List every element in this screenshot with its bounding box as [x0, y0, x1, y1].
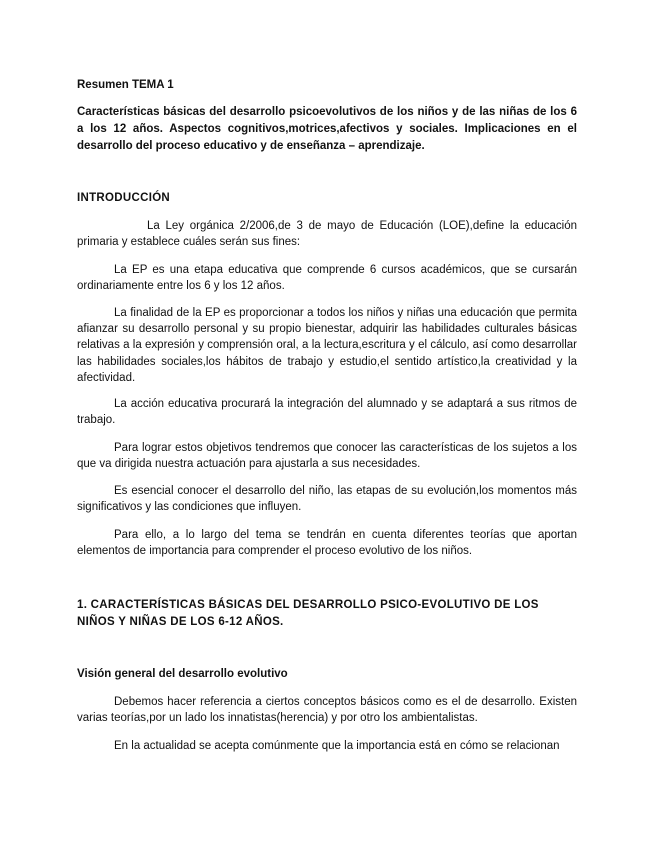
subsection-heading: Visión general del desarrollo evolutivo: [77, 668, 288, 680]
intro-paragraph-6: Es esencial conocer el desarrollo del niño, las etapas de su evolución,los momentos más significativos y las condiciones que influyen.: [77, 485, 577, 514]
document-subtitle: Características básicas del desarrollo psicoevolutivos de los niños y de las niñas de los 6 a los 12 años. Aspectos cognitivos,motrices,afectivos y sociales. Implicaciones en el desarrollo del proceso educativo y de enseñanza – aprendizaje.: [77, 106, 577, 152]
intro-paragraph-1: La Ley orgánica 2/2006,de 3 de mayo de Educación (LOE),define la educación primaria y establece cuáles serán sus fines:: [77, 220, 577, 249]
section-1-paragraph-2: En la actualidad se acepta comúnmente que la importancia está en cómo se relacionan: [114, 740, 560, 752]
document-title: Resumen TEMA 1: [77, 79, 174, 91]
intro-paragraph-5: Para lograr estos objetivos tendremos que conocer las características de los sujetos a los que va dirigida nuestra actuación para ajustarla a sus necesidades.: [77, 442, 577, 471]
section-1-paragraph-1: Debemos hacer referencia a ciertos conceptos básicos como es el de desarrollo. Existen varias teorías,por un lado los innatistas(herencia) y por otro los ambientalistas.: [77, 696, 577, 725]
intro-paragraph-7: Para ello, a lo largo del tema se tendrán en cuenta diferentes teorías que aportan elementos de importancia para comprender el proceso evolutivo de los niños.: [77, 529, 577, 558]
intro-paragraph-2: La EP es una etapa educativa que comprende 6 cursos académicos, que se cursarán ordinariamente entre los 6 y los 12 años.: [77, 264, 577, 293]
intro-paragraph-3: La finalidad de la EP es proporcionar a todos los niños y niñas una educación que permita afianzar su desarrollo personal y su propio bienestar, adquirir las habilidades culturales básicas relativas a la expresión y comprensión oral, a la lectura,escritura y el cálculo, así como desarrollar las habilidades sociales,los hábitos de trabajo y estudio,el sentido artístico,la creatividad y la afectividad.: [77, 307, 577, 384]
intro-heading: INTRODUCCIÓN: [77, 192, 171, 204]
intro-paragraph-4: La acción educativa procurará la integración del alumnado y se adaptará a sus ritmos de trabajo.: [77, 398, 577, 427]
section-1-heading: 1. CARACTERÍSTICAS BÁSICAS DEL DESARROLLO PSICO-EVOLUTIVO DE LOS NIÑOS Y NIÑAS DE LOS 6-12 AÑOS.: [77, 599, 539, 628]
